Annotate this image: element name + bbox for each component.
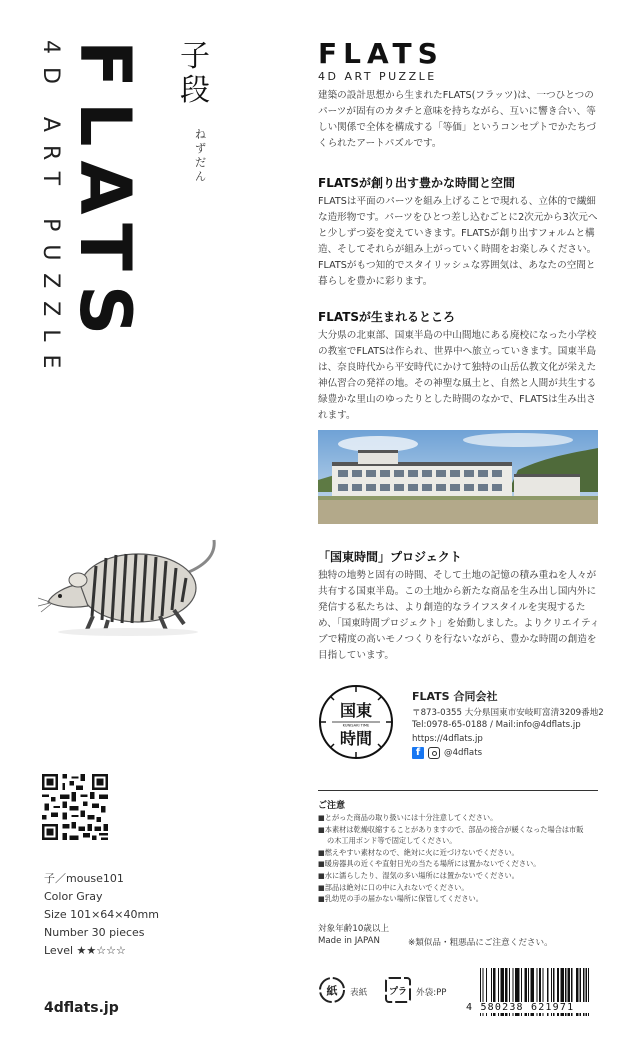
social-links — [412, 746, 482, 760]
caution-item: ■部品は絶対に口の中に入れないでください。 — [318, 882, 469, 892]
caution-title: ご注意 — [318, 801, 346, 811]
reading-char: だ — [195, 156, 206, 169]
section-body: FLATSは平面のパーツを組み上げることで現れる、立体的で繊細な造形物です。パーツをひとつ差し込むごとに2次元から3次元へと少しずつ姿を変えていきます。FLATSが創り出すフォルムと構造、そしてそれらが組み上がっていく時間をお楽しみください。FLATSがもつ知的でスタイリッシュな雰囲気は、あなたの空間と暮らしを豊かに彩ります。 — [318, 196, 598, 287]
paper-label: 表紙 — [350, 988, 368, 998]
facebook-icon[interactable]: f — [412, 747, 424, 759]
section-body: 独特の地勢と固有の時間、そして土地の記憶の積み重ねを人々が共有する国東半島。この土地から新たな商品を生み出し国内外に発信する私たちは、より創造的なライフスタイルを実現するため、「国東時間プロジェクト」を始動しました。よりクリエイティブで精度の高いモノつくりを行ないながら、豊かな時間の創造を目指しています。 — [318, 570, 600, 661]
subtitle-text: 4D ART PUZZLE — [38, 40, 63, 382]
plastic-glyph: プラ — [388, 987, 408, 997]
company-name: FLATS 合同会社 — [412, 690, 498, 703]
seal-top-text: 国東 — [339, 701, 373, 720]
left-panel — [0, 0, 269, 1056]
age-recommendation: 対象年齢10歳以上 — [318, 924, 390, 934]
reading-char: ず — [195, 142, 206, 155]
mouse-puzzle-illustration — [38, 528, 218, 638]
company-contact[interactable]: Tel:0978-65-0188 / Mail:info@4dflats.jp — [412, 720, 581, 730]
caution-item: ■暖房器具の近くや直射日光の当たる場所には置かないでください。 — [318, 859, 541, 869]
caution-list — [318, 812, 608, 905]
brand-subtitle: 4D ART PUZZLE — [318, 70, 437, 83]
paper-recycle-icon — [318, 976, 346, 1004]
vertical-brand-logo — [64, 40, 146, 400]
school-building-photo — [318, 430, 598, 524]
brand-text: FLATS — [64, 40, 146, 350]
caution-item: の木工用ボンド等で固定してください。 — [327, 836, 457, 846]
reading-char: ね — [195, 128, 206, 141]
caution-item: ■水に濡らしたり、湿気の多い場所には置かないでください。 — [318, 870, 519, 880]
intro-paragraph: 建築の設計思想から生まれたFLATS(フラッツ)は、一つひとつのパーツが固有のカタチと意味を持ちながら、互いに響き合い、等しい関係で全体を構成する「等価」というコンセプトでかたちづくられたアートパズルです。 — [318, 90, 597, 149]
kunisaki-time-seal — [318, 684, 394, 760]
zodiac-name — [180, 40, 220, 108]
zodiac-name-char: 段 — [180, 73, 210, 108]
plastic-recycle-icon — [384, 976, 412, 1004]
caution-item: ■燃えやすい素材なので、絶対に火に近づけないでください。 — [318, 847, 519, 857]
spec-color: Color Gray — [44, 890, 103, 903]
right-panel — [268, 0, 640, 1056]
company-address: 〒873-0355 大分県国東市安岐町富清3209番地2 — [412, 708, 604, 718]
caution-item: ■とがった商品の取り扱いには十分注意してください。 — [318, 813, 498, 822]
spec-model: 子／mouse101 — [44, 872, 124, 885]
paper-glyph: 紙 — [326, 984, 338, 998]
made-in: Made in JAPAN — [318, 936, 380, 946]
section-heading: 「国東時間」プロジェクト — [318, 550, 462, 564]
spec-pieces: Number 30 pieces — [44, 926, 145, 939]
company-url[interactable]: https://4dflats.jp — [412, 734, 483, 744]
zodiac-reading — [195, 128, 209, 184]
zodiac-name-char: 子 — [180, 39, 210, 74]
plastic-label: 外袋:PP — [416, 988, 447, 998]
qr-code[interactable] — [42, 774, 108, 840]
counterfeit-warning: ※類似品・粗悪品にご注意ください。 — [408, 938, 553, 948]
spec-size: Size 101×64×40mm — [44, 908, 159, 921]
social-handle[interactable]: @4dflats — [444, 748, 483, 758]
company-info — [318, 684, 608, 774]
section-heading: FLATSが創り出す豊かな時間と空間 — [318, 176, 516, 190]
barcode-number: 4 580238 621971 — [466, 1002, 606, 1013]
reading-char: ん — [195, 170, 206, 183]
caution-divider — [318, 790, 598, 791]
caution-item: ■乳幼児の手の届かない場所に保管してください。 — [318, 894, 483, 904]
section-heading: FLATSが生まれるところ — [318, 310, 456, 324]
seal-small-text: KUNISAKI TIME — [342, 723, 370, 728]
recycle-marks — [318, 972, 488, 1012]
product-specs — [44, 870, 159, 960]
caution-item: ■本素材は乾燥収縮することがありますので、部品の接合が緩くなった場合は市販 — [318, 824, 584, 834]
seal-bottom-text: 時間 — [339, 729, 373, 748]
brand-logo: FLATS — [318, 37, 444, 70]
spec-level: Level ★★☆☆☆ — [44, 944, 126, 957]
website-link[interactable]: 4dflats.jp — [44, 1000, 119, 1016]
section-body: 大分県の北東部、国東半島の中山間地にある廃校になった小学校の教室でFLATSは作られ、世界中へ旅立っていきます。国東半島は、奈良時代から平安時代にかけて独特の山岳仏教文化が栄えた神仏習合の発祥の地。その神聖な風土と、自然と人間が共生する緑豊かな里山のゆったりとした時間のなかで、FLATSは生み出されます。 — [318, 330, 597, 421]
instagram-icon[interactable] — [428, 747, 440, 759]
